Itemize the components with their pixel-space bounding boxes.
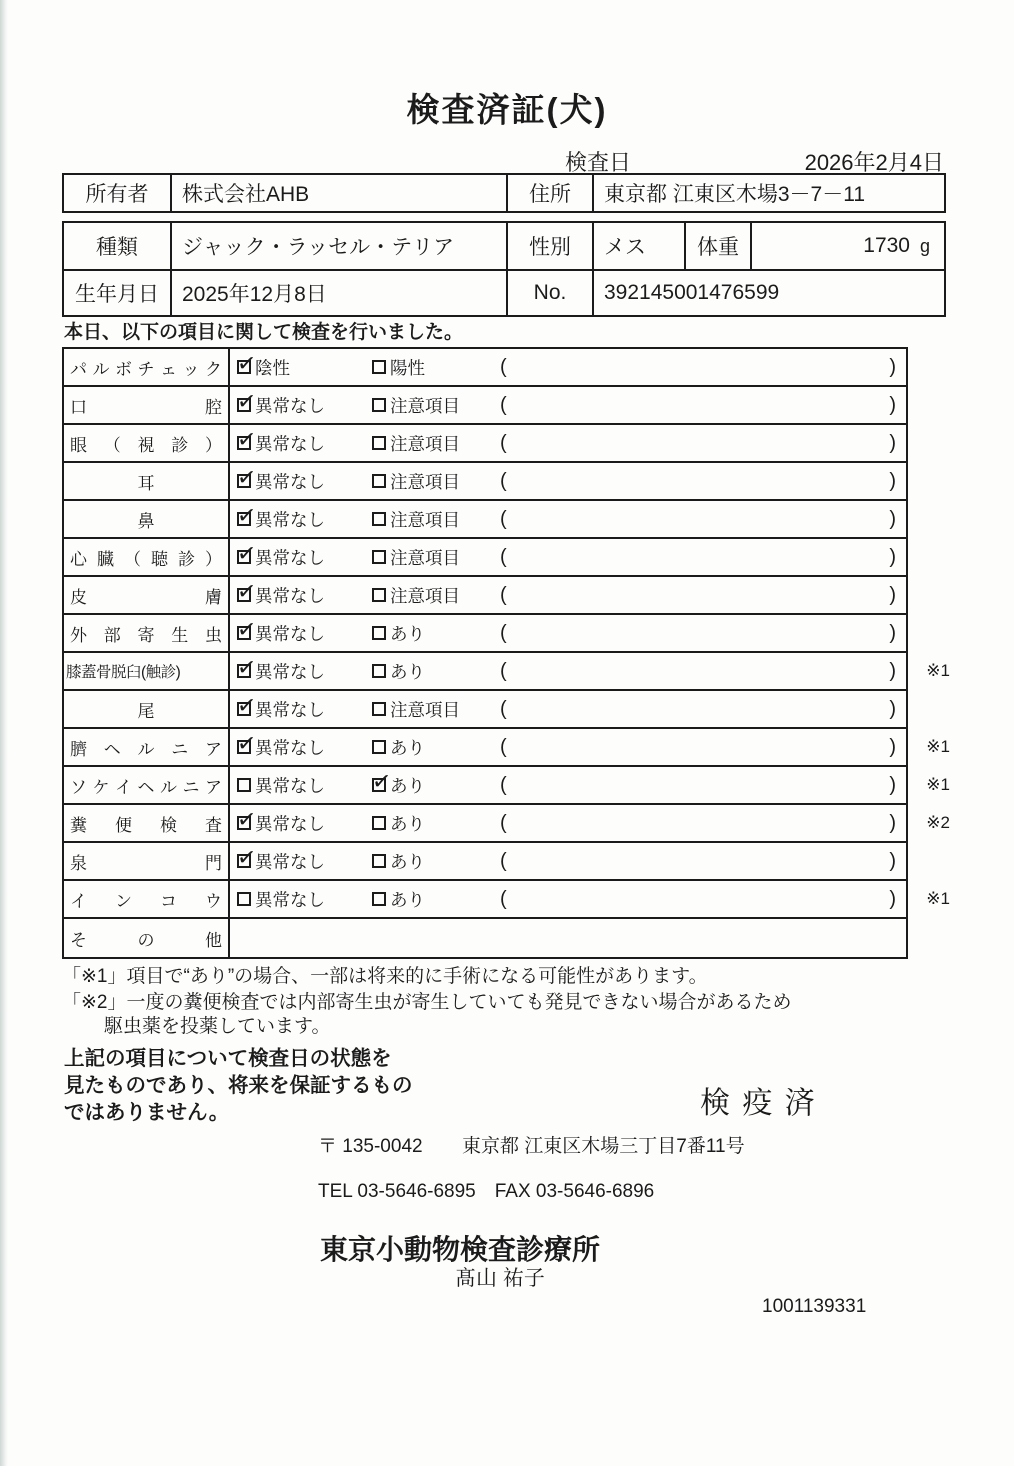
paren-open: ( bbox=[500, 469, 507, 492]
paren-open: ( bbox=[500, 507, 507, 530]
sex-label: 性別 bbox=[506, 223, 592, 269]
checklist-row-patella bbox=[64, 653, 950, 691]
option-present: あり bbox=[372, 621, 500, 646]
paren-close: ) bbox=[889, 697, 896, 720]
checkbox-icon bbox=[372, 550, 386, 564]
checklist-row-skin bbox=[64, 577, 906, 615]
owner-value: 株式会社AHB bbox=[170, 175, 506, 211]
tel-fax: TEL 03-5646-6895 FAX 03-5646-6896 bbox=[318, 1181, 655, 1202]
option-present: あり bbox=[372, 735, 500, 760]
option-normal: 異常なし bbox=[237, 887, 372, 912]
checkbox-icon bbox=[237, 778, 251, 792]
postal-code: 〒 135-0042 bbox=[318, 1136, 423, 1157]
checkbox-icon bbox=[372, 702, 386, 716]
paren-open: ( bbox=[500, 621, 507, 644]
checkbox-icon bbox=[372, 474, 386, 488]
checkbox-icon bbox=[235, 729, 258, 757]
paren-close: ) bbox=[889, 659, 896, 682]
option-caution: 注意項目 bbox=[372, 393, 500, 418]
address-value: 東京都 江東区木場3－7－11 bbox=[592, 175, 944, 211]
option-caution: 注意項目 bbox=[372, 507, 500, 532]
option-caution: 注意項目 bbox=[372, 697, 500, 722]
checkbox-icon bbox=[235, 577, 258, 605]
option-present: ✓ あり bbox=[370, 767, 425, 796]
address-label: 住所 bbox=[506, 175, 592, 211]
footnote-2-continued: 駆虫薬を投薬しています。 bbox=[104, 1016, 331, 1037]
checkbox-icon bbox=[235, 463, 258, 491]
item-label: 外 部 寄 生 虫 bbox=[64, 615, 230, 651]
paren-close: ) bbox=[889, 849, 896, 872]
checkbox-icon bbox=[237, 892, 251, 906]
birthdate-value: 2025年12月8日 bbox=[170, 271, 506, 315]
checkmark-icon: ✓ bbox=[235, 539, 258, 567]
paren-open: ( bbox=[500, 811, 507, 834]
checklist-row-parvo bbox=[64, 349, 906, 387]
paren-close: ) bbox=[889, 431, 896, 454]
checklist-row-fontanelle bbox=[64, 843, 906, 881]
paren-open: ( bbox=[500, 545, 507, 568]
checklist-row-external-parasites bbox=[64, 615, 906, 653]
item-label: 泉 門 bbox=[64, 843, 230, 879]
checklist-row-other bbox=[64, 919, 906, 957]
item-label: 糞 便 検 査 bbox=[64, 805, 230, 841]
checkbox-icon bbox=[372, 436, 386, 450]
checkbox-icon bbox=[235, 615, 258, 643]
checkbox-icon bbox=[235, 805, 258, 833]
checkmark-icon: ✓ bbox=[235, 349, 258, 377]
checkmark-icon: ✓ bbox=[235, 843, 258, 871]
option-normal: 異常なし bbox=[237, 773, 372, 798]
item-label: パ ル ボ チ ェ ッ ク bbox=[64, 349, 230, 385]
disclaimer-line-3: ではありません。 bbox=[64, 1101, 230, 1124]
option-normal: ✓ 異常なし bbox=[235, 653, 325, 682]
birthdate-label: 生年月日 bbox=[75, 283, 159, 306]
checkmark-icon: ✓ bbox=[235, 691, 258, 719]
checkbox-icon bbox=[372, 512, 386, 526]
paren-open: ( bbox=[500, 887, 507, 910]
item-label: そ の 他 bbox=[64, 919, 230, 957]
option-normal: ✓ 異常なし bbox=[235, 501, 325, 530]
paren-open: ( bbox=[500, 431, 507, 454]
paren-close: ) bbox=[889, 545, 896, 568]
checklist-row-umbilical-hernia bbox=[64, 729, 950, 767]
paren-close: ) bbox=[889, 887, 896, 910]
checklist-row-mouth bbox=[64, 387, 906, 425]
paren-close: ) bbox=[889, 507, 896, 530]
scan-edge-artifact bbox=[0, 0, 8, 1466]
checklist-row-inkou bbox=[64, 881, 950, 919]
veterinarian-name: 髙山 祐子 bbox=[455, 1267, 545, 1290]
option-present: あり bbox=[372, 887, 500, 912]
paren-close: ) bbox=[889, 393, 896, 416]
owner-info-table bbox=[62, 173, 946, 213]
checkbox-icon bbox=[235, 843, 258, 871]
checkbox-icon bbox=[235, 539, 258, 567]
paren-close: ) bbox=[889, 811, 896, 834]
inspection-date-value: 2026年2月4日 bbox=[804, 150, 944, 175]
checkbox-icon bbox=[372, 892, 386, 906]
weight-value bbox=[750, 223, 944, 269]
quarantine-passed-stamp: 検 疫 済 bbox=[700, 1087, 817, 1120]
checklist-table bbox=[62, 347, 950, 959]
paren-open: ( bbox=[500, 735, 507, 758]
item-label: 尾 bbox=[64, 691, 230, 727]
checkbox-icon bbox=[235, 653, 258, 681]
item-label: 心 臓 （ 聴 診 ） bbox=[64, 539, 230, 575]
checkmark-icon: ✓ bbox=[235, 805, 258, 833]
item-label: ソ ケ イ ヘ ル ニ ア bbox=[64, 767, 230, 803]
paren-open: ( bbox=[500, 849, 507, 872]
checkbox-icon bbox=[372, 664, 386, 678]
checkbox-icon bbox=[372, 854, 386, 868]
paren-close: ) bbox=[889, 621, 896, 644]
no-label: No. bbox=[506, 271, 592, 315]
item-label: 皮 膚 bbox=[64, 577, 230, 613]
checklist-row-inguinal-hernia bbox=[64, 767, 950, 805]
inspection-date-label: 検査日 bbox=[565, 150, 632, 175]
sex-value: メス bbox=[592, 223, 684, 269]
checkbox-icon bbox=[372, 626, 386, 640]
checkmark-icon: ✓ bbox=[370, 767, 393, 795]
item-label: 鼻 bbox=[64, 501, 230, 537]
option-normal: ✓ 異常なし bbox=[235, 387, 325, 416]
checklist-row-ears bbox=[64, 463, 906, 501]
checkbox-icon bbox=[235, 501, 258, 529]
footnote-mark: ※1 bbox=[926, 661, 950, 680]
checklist-row-tail bbox=[64, 691, 906, 729]
checkbox-icon bbox=[372, 360, 386, 374]
breed-value: ジャック・ラッセル・テリア bbox=[170, 223, 506, 269]
checklist-row-fecal-exam bbox=[64, 805, 950, 843]
disclaimer-line-2: 見たものであり、将来を保証するもの bbox=[64, 1074, 413, 1097]
paren-close: ) bbox=[889, 469, 896, 492]
option-caution: 注意項目 bbox=[372, 469, 500, 494]
option-caution: 注意項目 bbox=[372, 431, 500, 456]
option-normal: ✓ 異常なし bbox=[235, 539, 325, 568]
table-row bbox=[64, 175, 944, 211]
weight-label: 体重 bbox=[684, 223, 750, 269]
checkmark-icon: ✓ bbox=[235, 425, 258, 453]
checkmark-icon: ✓ bbox=[235, 387, 258, 415]
checkbox-icon bbox=[372, 740, 386, 754]
option-normal: ✓ 異常なし bbox=[235, 691, 325, 720]
clinic-address: 東京都 江東区木場三丁目7番11号 bbox=[462, 1136, 745, 1157]
option-normal: ✓ 異常なし bbox=[235, 805, 325, 834]
item-label: 膝蓋骨脱臼(触診) bbox=[64, 653, 230, 689]
checkbox-icon bbox=[372, 816, 386, 830]
checkmark-icon: ✓ bbox=[235, 615, 258, 643]
table-row bbox=[64, 269, 944, 315]
option-positive: 陽性 bbox=[372, 355, 500, 380]
paren-open: ( bbox=[500, 583, 507, 606]
item-label: 眼 （ 視 診 ） bbox=[64, 425, 230, 461]
clinic-name: 東京小動物検査診療所 bbox=[320, 1234, 601, 1265]
footnote-mark: ※1 bbox=[926, 737, 950, 756]
option-normal: ✓ 異常なし bbox=[235, 425, 325, 454]
disclaimer-line-1: 上記の項目について検査日の状態を bbox=[64, 1047, 392, 1070]
checkmark-icon: ✓ bbox=[235, 463, 258, 491]
table-row bbox=[64, 223, 944, 269]
option-present: あり bbox=[372, 811, 500, 836]
footnote-2: 「※2」一度の糞便検査では内部寄生虫が寄生していても発見できない場合があるため bbox=[62, 992, 792, 1013]
option-caution: 注意項目 bbox=[372, 545, 500, 570]
animal-info-table bbox=[62, 221, 946, 317]
checkmark-icon: ✓ bbox=[235, 729, 258, 757]
paren-close: ) bbox=[889, 355, 896, 378]
checkmark-icon: ✓ bbox=[235, 577, 258, 605]
paren-open: ( bbox=[500, 393, 507, 416]
paren-close: ) bbox=[889, 773, 896, 796]
checkbox-icon bbox=[370, 767, 393, 795]
option-normal: ✓ 異常なし bbox=[235, 463, 325, 492]
paren-open: ( bbox=[500, 697, 507, 720]
checkmark-icon: ✓ bbox=[235, 653, 258, 681]
document-number: 1001139331 bbox=[762, 1296, 867, 1317]
paren-open: ( bbox=[500, 773, 507, 796]
breed-label: 種類 bbox=[96, 236, 138, 259]
option-negative: ✓ 陰性 bbox=[235, 349, 290, 378]
option-normal: ✓ 異常なし bbox=[235, 577, 325, 606]
owner-label: 所有者 bbox=[85, 183, 149, 206]
checklist-row-heart bbox=[64, 539, 906, 577]
footnote-mark: ※1 bbox=[926, 775, 950, 794]
checkbox-icon bbox=[235, 425, 258, 453]
other-empty-area bbox=[230, 919, 906, 957]
checklist-row-nose bbox=[64, 501, 906, 539]
item-label: 耳 bbox=[64, 463, 230, 499]
footnote-mark: ※1 bbox=[926, 889, 950, 908]
intro-text: 本日、以下の項目に関して検査を行いました。 bbox=[64, 322, 464, 343]
checkbox-icon bbox=[235, 691, 258, 719]
footnote-mark: ※2 bbox=[926, 813, 950, 832]
paren-open: ( bbox=[500, 659, 507, 682]
footnote-1: 「※1」項目で“あり”の場合、一部は将来的に手術になる可能性があります。 bbox=[62, 966, 708, 987]
paren-close: ) bbox=[889, 735, 896, 758]
option-normal: ✓ 異常なし bbox=[235, 843, 325, 872]
option-present: あり bbox=[372, 659, 500, 684]
option-present: あり bbox=[372, 849, 500, 874]
item-label: イ ン コ ウ bbox=[64, 881, 230, 917]
option-normal: ✓ 異常なし bbox=[235, 729, 325, 758]
option-caution: 注意項目 bbox=[372, 583, 500, 608]
document-title: 検査済証(犬) bbox=[406, 91, 608, 128]
checkbox-icon bbox=[235, 387, 258, 415]
no-value: 392145001476599 bbox=[592, 271, 944, 315]
checkbox-icon bbox=[372, 588, 386, 602]
checklist-row-eyes bbox=[64, 425, 906, 463]
weight-number: 1730 bbox=[863, 234, 910, 257]
option-normal: ✓ 異常なし bbox=[235, 615, 325, 644]
checkbox-icon bbox=[235, 349, 258, 377]
paren-close: ) bbox=[889, 583, 896, 606]
item-label: 口 腔 bbox=[64, 387, 230, 423]
item-label: 臍 ヘ ル ニ ア bbox=[64, 729, 230, 765]
checkmark-icon: ✓ bbox=[235, 501, 258, 529]
checkbox-icon bbox=[372, 398, 386, 412]
weight-unit: g bbox=[919, 235, 930, 256]
paren-open: ( bbox=[500, 355, 507, 378]
